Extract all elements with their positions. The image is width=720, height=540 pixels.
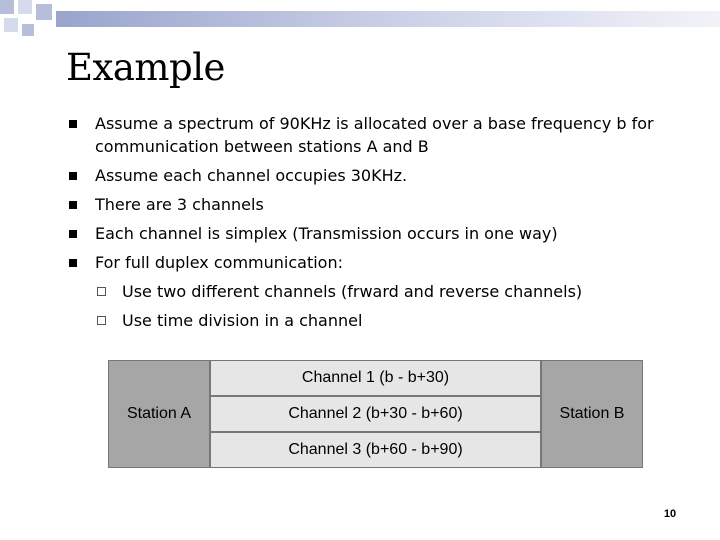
bullet-text: Assume each channel occupies 30KHz.: [95, 166, 408, 185]
bullet-item: [66, 193, 686, 216]
channel-1-box: Channel 1 (b - b+30): [210, 360, 541, 396]
bullet-list: [66, 112, 686, 338]
page-number: 10: [663, 508, 677, 520]
channel-2-box: Channel 2 (b+30 - b+60): [210, 396, 541, 432]
sub-bullet-item: [66, 309, 686, 332]
station-a-box: Station A: [108, 360, 210, 468]
bullet-text: Each channel is simplex (Transmission occurs in one way): [95, 224, 558, 243]
channel-3-box: Channel 3 (b+60 - b+90): [210, 432, 541, 468]
hollow-square-bullet-icon: [97, 316, 106, 325]
header-square: [22, 24, 34, 36]
sub-bullet-item: [66, 280, 686, 303]
bullet-item: [66, 112, 686, 158]
header-square: [0, 0, 14, 14]
hollow-square-bullet-icon: [97, 287, 106, 296]
header-square: [4, 18, 18, 32]
square-bullet-icon: [69, 201, 77, 209]
square-bullet-icon: [69, 259, 77, 267]
channel-diagram: [108, 360, 643, 468]
bullet-item: [66, 222, 686, 245]
bullet-text: There are 3 channels: [95, 195, 264, 214]
header-bar: [56, 11, 720, 27]
square-bullet-icon: [69, 172, 77, 180]
bullet-text: Assume a spectrum of 90KHz is allocated over a base frequency b for communication between stations A and B: [95, 114, 654, 156]
bullet-item: [66, 164, 686, 187]
header-square: [18, 0, 32, 14]
bullet-item: [66, 251, 686, 274]
header-square: [36, 4, 52, 20]
square-bullet-icon: [69, 230, 77, 238]
square-bullet-icon: [69, 120, 77, 128]
sub-bullet-text: Use two different channels (frward and reverse channels): [122, 282, 583, 301]
slide-title: Example: [66, 46, 225, 89]
bullet-text: For full duplex communication:: [95, 253, 343, 272]
station-b-box: Station B: [541, 360, 643, 468]
sub-bullet-text: Use time division in a channel: [122, 311, 363, 330]
